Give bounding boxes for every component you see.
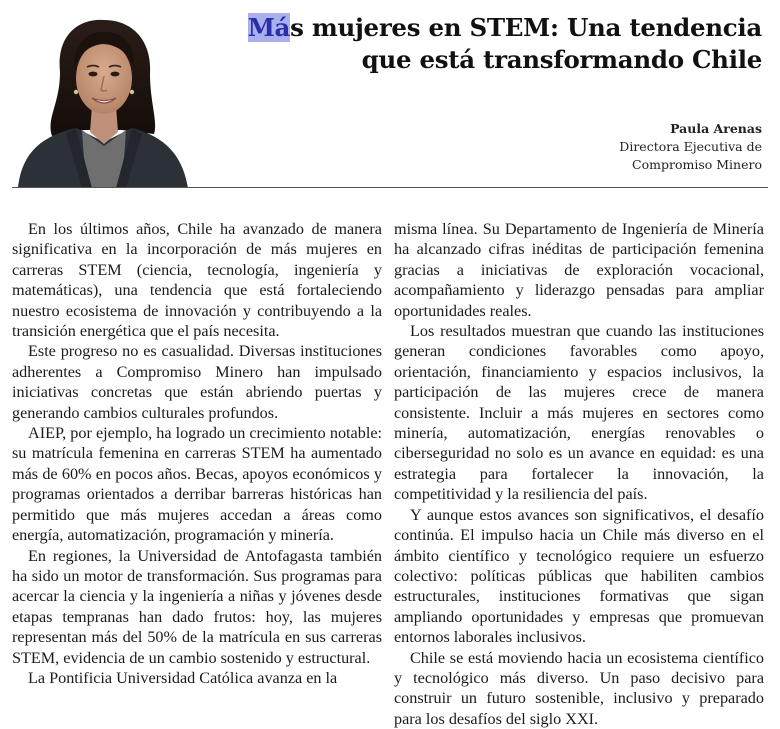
article-title bbox=[202, 12, 762, 76]
paragraph: En regiones, la Universidad de Antofagasta también ha sido un motor de transformación. Sus programas para acercar la ciencia y la ingeniería a niñas y jóvenes desde etapas tempranas han dado frutos: hoy, las mujeres representan más del 50% de la matrícula en sus carreras STEM, evidencia de un cambio sostenido y estructural. bbox=[12, 546, 382, 667]
header-divider bbox=[12, 187, 768, 188]
title-highlight: Má bbox=[247, 13, 291, 42]
author-role-line1: Directora Ejecutiva de bbox=[619, 139, 762, 154]
paragraph: La Pontificia Universidad Católica avanza en la bbox=[28, 668, 338, 687]
paragraph: misma línea. Su Departamento de Ingeniería de Minería ha alcanzado cifras inéditas de participación femenina gracias a iniciativas de exploración vocacional, acompañamiento y liderazgo pensadas para ampliar oportunidades reales. bbox=[394, 220, 764, 320]
paragraph: En los últimos años, Chile ha avanzado de manera significativa en la incorporación de más mujeres en carreras STEM (ciencia, tecnología, ingeniería y matemáticas), una tendencia que está fortaleciendo nuestro ecosistema de innovación y contribuyendo a la transición energética que el país necesita. bbox=[12, 220, 382, 341]
article-column-left bbox=[12, 219, 382, 688]
author-role-line2: Compromiso Minero bbox=[632, 157, 762, 172]
author-name: Paula Arenas bbox=[670, 121, 762, 136]
paragraph: AIEP, por ejemplo, ha logrado un crecimiento notable: su matrícula femenina en carreras STEM ha aumentado más de 60% en pocos años. Becas, apoyos económicos y programas orientados a derribar barreras históricas han permitido que más mujeres accedan a áreas como energía, automatización, programación y minería. bbox=[12, 424, 382, 545]
article-column-right bbox=[394, 219, 764, 729]
author-byline bbox=[619, 120, 762, 174]
title-text: s mujeres en STEM: Una tendencia que está transformando Chile bbox=[290, 13, 762, 74]
paragraph: Chile se está moviendo hacia un ecosistema científico y tecnológico más diverso. Un paso decisivo para construir un futuro sostenible, inclusivo y preparado para los desafíos del siglo XXI. bbox=[394, 648, 764, 728]
portrait-illustration bbox=[12, 12, 192, 188]
paragraph: Este progreso no es casualidad. Diversas instituciones adherentes a Compromiso Minero han impulsado iniciativas concretas que están abriendo puertas y generando cambios culturales profundos. bbox=[12, 342, 382, 422]
paragraph: Los resultados muestran que cuando las instituciones generan condiciones favorables como apoyo, orientación, financiamiento y espacios inclusivos, la participación de las mujeres crece de manera consistente. Incluir a más mujeres en sectores como minería, automatización, energías renovables o ciberseguridad no solo es un avance en equidad: es una estrategia para fortalecer la innovación, la competitividad y la resiliencia del país. bbox=[394, 322, 764, 504]
paragraph: Y aunque estos avances son significativos, el desafío continúa. El impulso hacia un Chile más diverso en el ámbito científico y tecnológico requiere un esfuerzo colectivo: políticas públicas que habiliten cambios estructurales, instituciones formativas que sigan ampliando oportunidades y empresas que promuevan entornos laborales inclusivos. bbox=[394, 505, 764, 647]
author-portrait bbox=[12, 12, 192, 188]
